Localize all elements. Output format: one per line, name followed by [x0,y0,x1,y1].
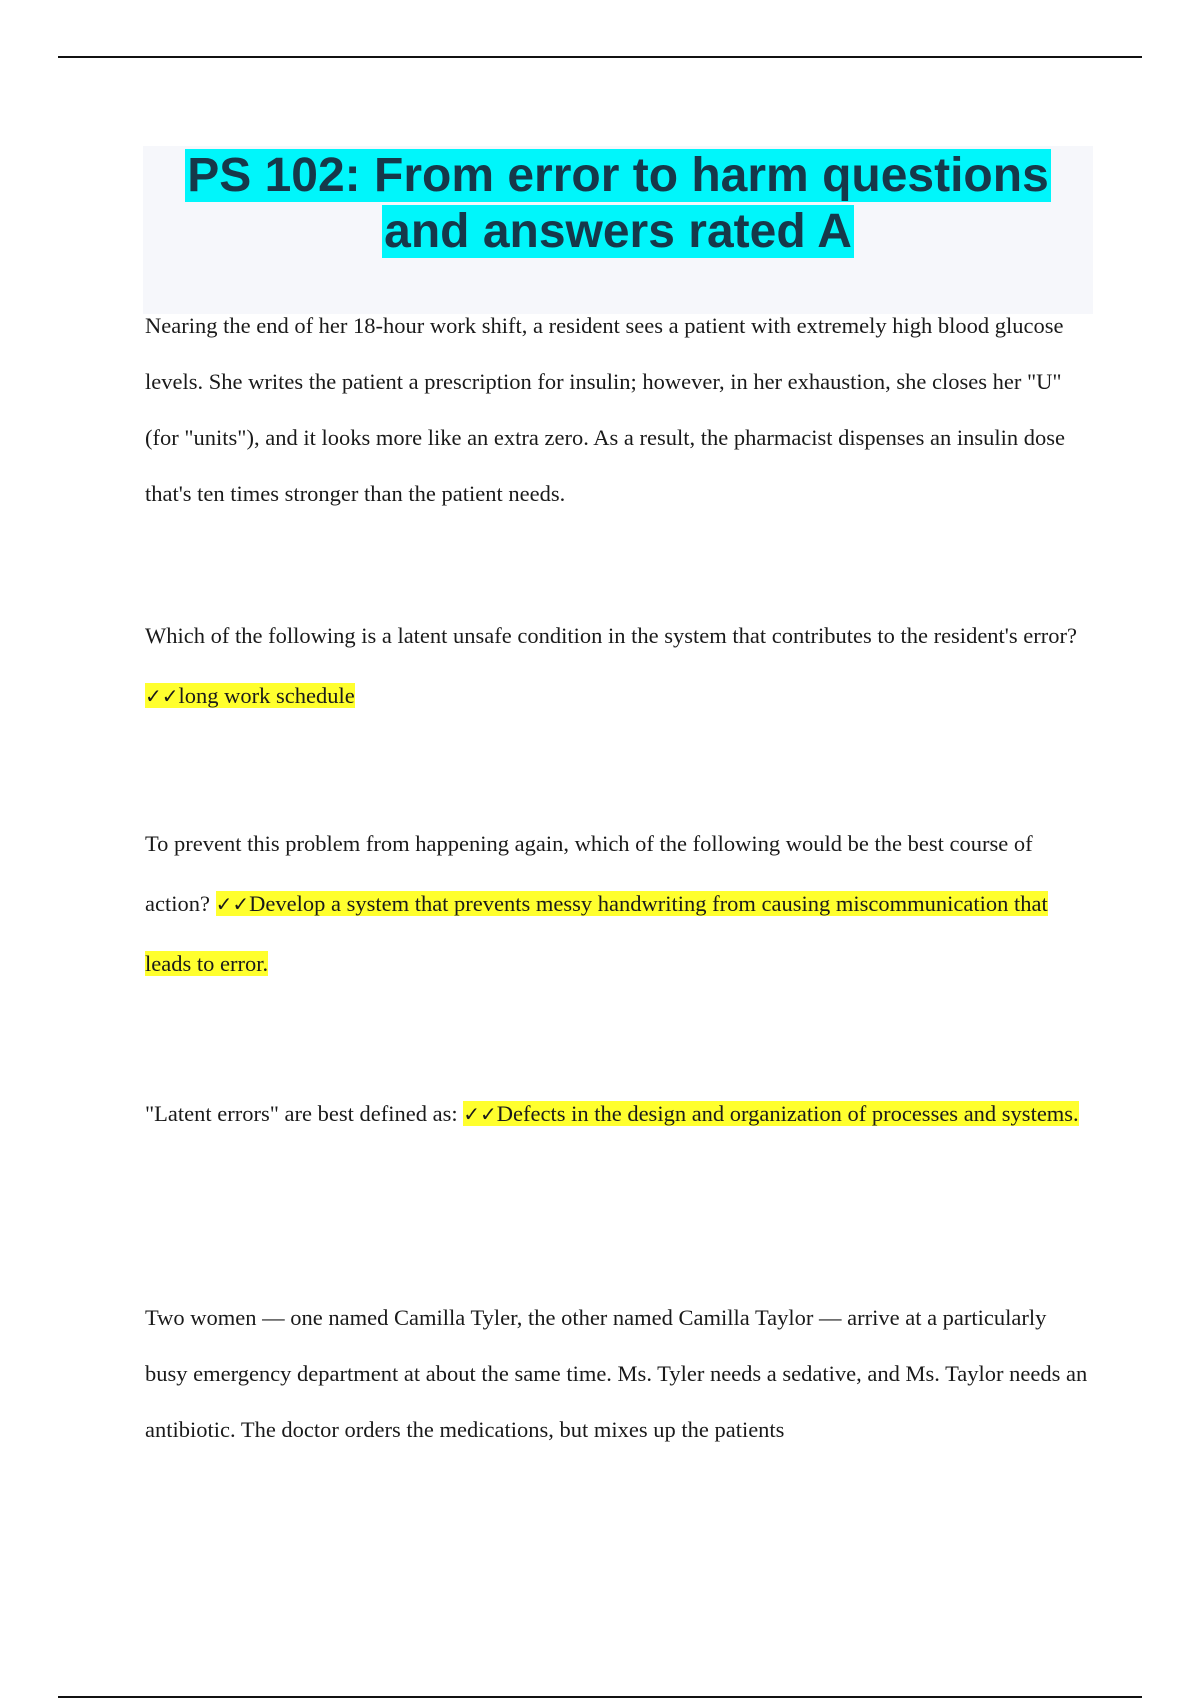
title-highlight-1: PS 102: From error to harm questions [187,149,1049,202]
question-text: Which of the following is a latent unsafe condition in the system that contributes to the resident's error? [145,623,1077,648]
answer-highlight [463,1101,1078,1126]
question-text: To prevent this problem from happening again, which of the following would be the best course of action? [145,831,1033,916]
final-paragraph: Two women — one named Camilla Tyler, the other named Camilla Taylor — arrive at a particularly busy emergency department at about the same time. Ms. Tyler needs a sedative, and Ms. Taylor needs an antibiotic. The doctor orders the medications, but mixes up the patients [145,1305,1088,1442]
qa-item-3 [145,1084,1090,1144]
top-rule [58,56,1142,58]
page-title-line-1 [143,148,1093,204]
answer-highlight [145,891,1048,976]
bottom-rule [58,1696,1142,1698]
double-check-icon: ✓✓ [215,892,250,916]
answer-text: Develop a system that prevents messy handwriting from causing miscommunication that leads to error. [145,891,1048,976]
answer-text: long work schedule [178,683,355,708]
title-highlight-2: and answers rated A [384,205,852,258]
question-text: "Latent errors" are best defined as: [145,1101,458,1126]
intro-paragraph: Nearing the end of her 18-hour work shift, a resident sees a patient with extremely high blood glucose levels. She writes the patient a prescription for insulin; however, in her exhaustion, she closes her "U" (for "units"), and it looks more like an extra zero. As a result, the pharmacist dispenses an insulin dose that's ten times stronger than the patient needs. [145,313,1066,506]
double-check-icon: ✓✓ [145,684,179,708]
title-box [143,146,1093,314]
page-title-line-2 [143,204,1093,260]
qa-item-1 [145,606,1090,726]
answer-highlight [145,683,355,708]
double-check-icon: ✓✓ [463,1102,497,1126]
qa-item-2 [145,814,1090,994]
answer-text: Defects in the design and organization of processes and systems. [496,1101,1079,1126]
